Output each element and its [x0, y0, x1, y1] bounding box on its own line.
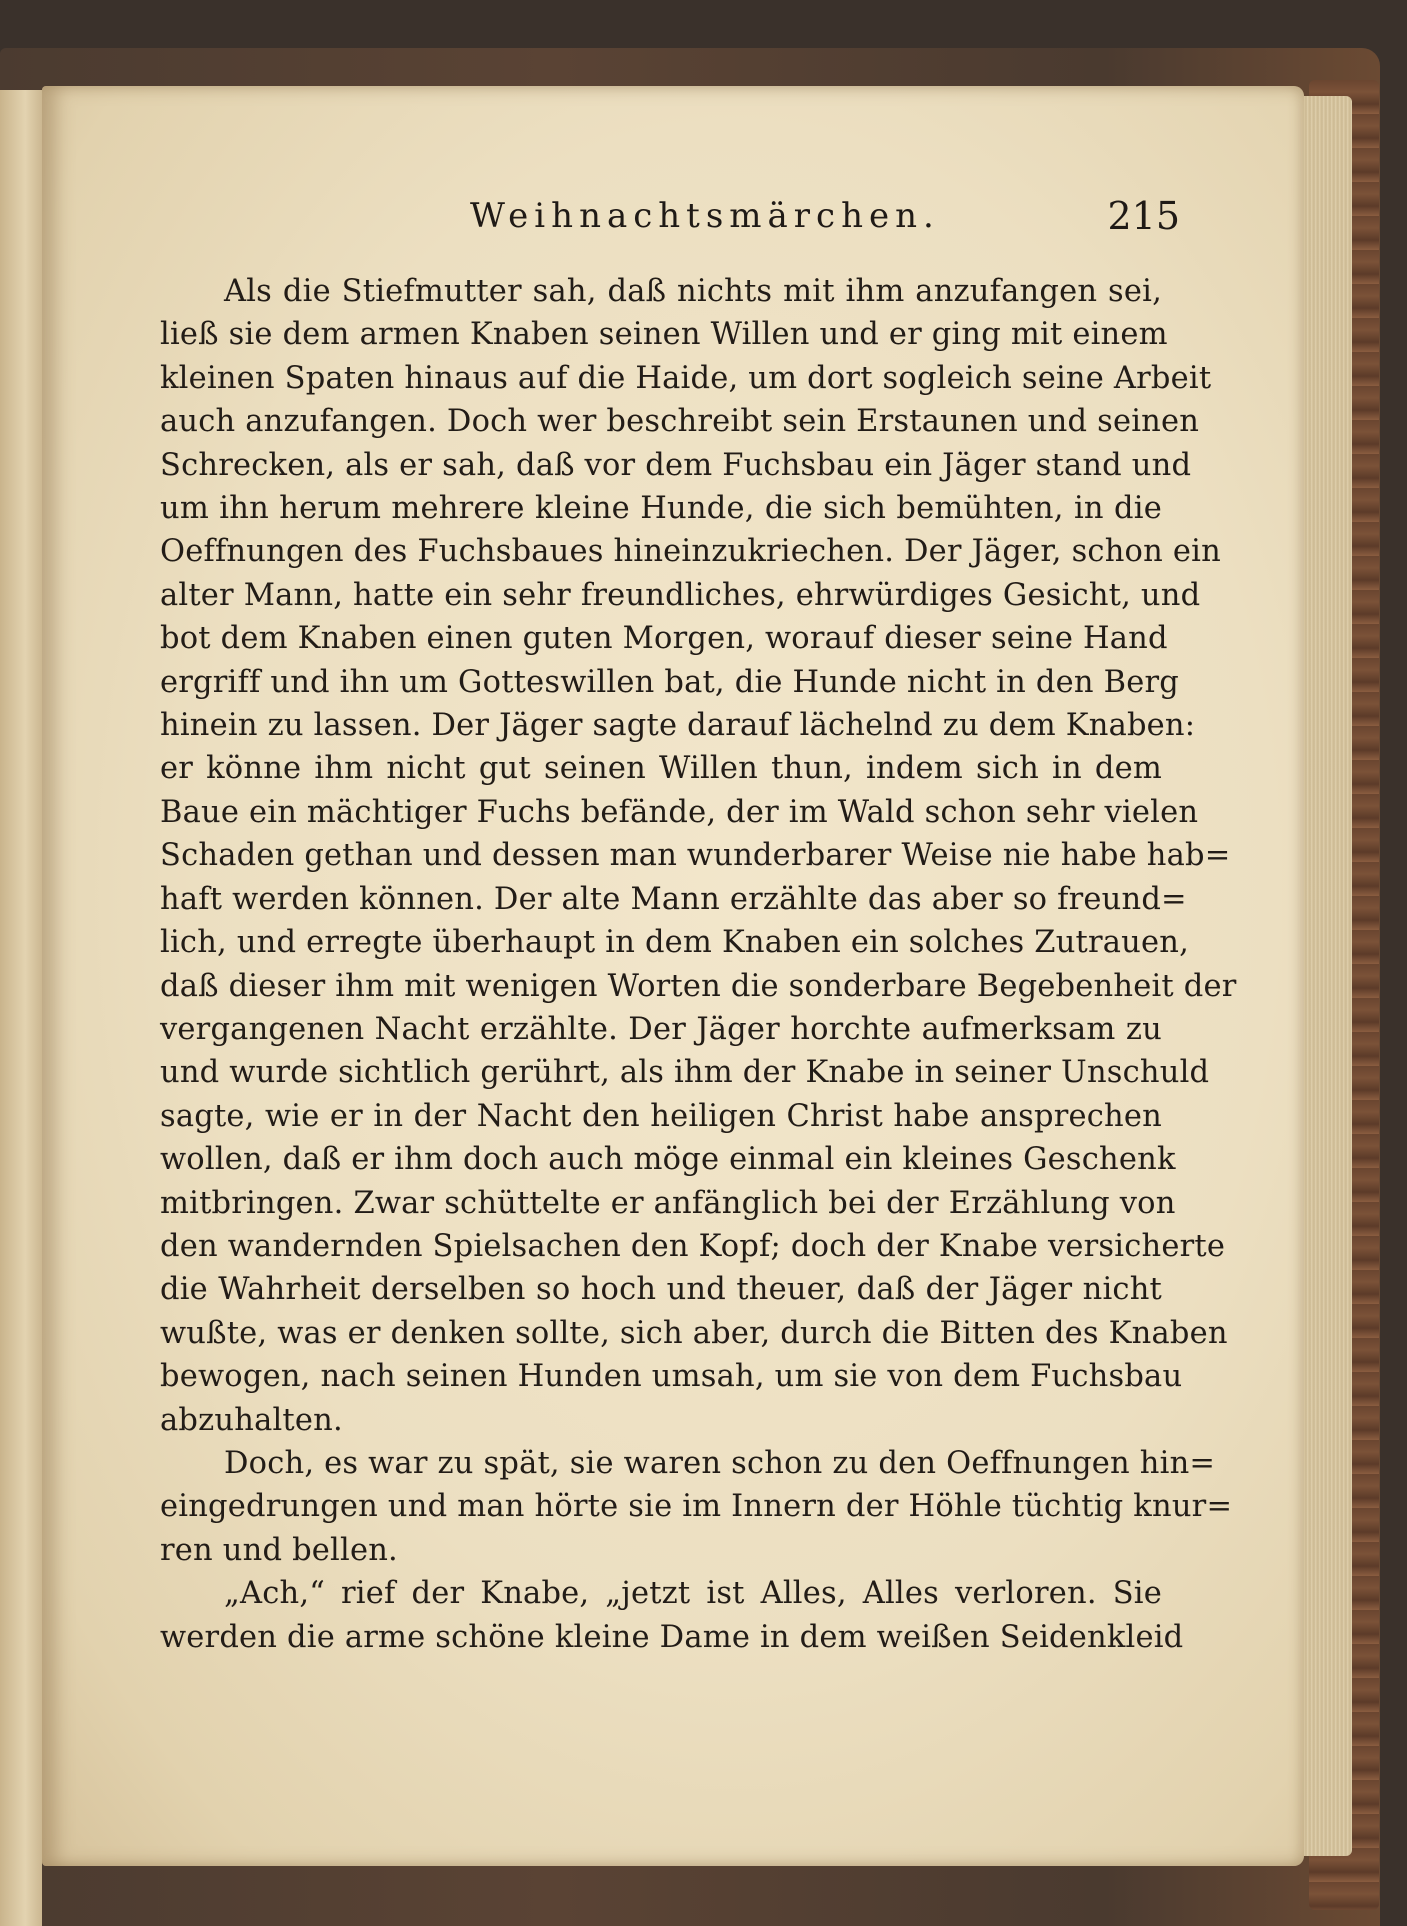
text-line: bot dem Knaben einen guten Morgen, worauf dieser seine Hand [160, 621, 1168, 657]
text-line: die Wahrheit derselben so hoch und theuer, daß der Jäger nicht [160, 1272, 1162, 1308]
text-line: Schrecken, als er sah, daß vor dem Fuchsbau ein Jäger stand und [160, 447, 1192, 483]
text-line: „Ach,“ rief der Knabe, „jetzt ist Alles, Alles verloren. Sie [224, 1576, 1162, 1612]
text-line: wußte, was er denken sollte, sich aber, durch die Bitten des Knaben [160, 1315, 1228, 1351]
text-line: werden die arme schöne kleine Dame in dem weißen Seidenkleid [160, 1619, 1184, 1655]
text-line: um ihn herum mehrere kleine Hunde, die sich bemühten, in die [160, 491, 1162, 527]
text-line: wollen, daß er ihm doch auch möge einmal ein kleines Geschenk [160, 1142, 1176, 1178]
left-page-edge [0, 90, 42, 1926]
text-line: er könne ihm nicht gut seinen Willen thun, indem sich in dem [160, 751, 1162, 787]
page-stack-edge [1296, 96, 1352, 1856]
text-line: kleinen Spaten hinaus auf die Haide, um dort sogleich seine Arbeit [160, 360, 1212, 396]
text-line: und wurde sichtlich gerührt, als ihm der Knabe in seiner Unschuld [160, 1055, 1210, 1091]
text-line: alter Mann, hatte ein sehr freundliches, ehrwürdiges Gesicht, und [160, 577, 1201, 613]
text-line: vergangenen Nacht erzählte. Der Jäger horchte aufmerksam zu [160, 1011, 1162, 1047]
text-line: Oeffnungen des Fuchsbaues hineinzukriechen. Der Jäger, schon ein [160, 534, 1221, 570]
text-line: auch anzufangen. Doch wer beschreibt sein Erstaunen und seinen [160, 404, 1200, 440]
text-line: Als die Stiefmutter sah, daß nichts mit ihm anzufangen sei, [224, 274, 1162, 309]
text-line: den wandernden Spielsachen den Kopf; doch der Knabe versicherte [160, 1228, 1226, 1264]
paragraph-3 [160, 1572, 1184, 1659]
text-line: bewogen, nach seinen Hunden umsah, um sie von dem Fuchsbau [160, 1359, 1183, 1395]
text-line: haft werden können. Der alte Mann erzählte das aber so freund= [160, 881, 1187, 917]
text-line: lich, und erregte überhaupt in dem Knaben ein solches Zutrauen, [160, 925, 1189, 961]
text-line: ergriff und ihn um Gotteswillen bat, die Hunde nicht in den Berg [160, 664, 1179, 700]
text-line: hinein zu lassen. Der Jäger sagte darauf lächelnd zu dem Knaben: [160, 708, 1196, 744]
text-line: Schaden gethan und dessen man wunderbarer Weise nie habe hab= [160, 838, 1231, 874]
running-head: Weihnachtsmärchen. [470, 196, 940, 236]
text-line: daß dieser ihm mit wenigen Worten die sonderbare Begebenheit der [160, 968, 1237, 1004]
text-line: Baue ein mächtiger Fuchs befände, der im Wald schon sehr vielen [160, 794, 1199, 830]
text-line: abzuhalten. [160, 1402, 343, 1438]
text-line: sagte, wie er in der Nacht den heiligen Christ habe ansprechen [160, 1098, 1162, 1134]
paragraph-1 [160, 270, 1237, 1442]
text-line: ren und bellen. [160, 1532, 398, 1568]
body-text [160, 270, 1237, 1659]
text-line: ließ sie dem armen Knaben seinen Willen und er ging mit einem [160, 317, 1168, 353]
text-line: mitbringen. Zwar schüttelte er anfänglich bei der Erzählung von [160, 1185, 1176, 1221]
text-line: eingedrungen und man hörte sie im Innern der Höhle tüchtig knur= [160, 1489, 1233, 1525]
text-line: Doch, es war zu spät, sie waren schon zu den Oeffnungen hin= [224, 1445, 1216, 1481]
paragraph-2 [160, 1442, 1233, 1572]
page-number: 215 [1107, 194, 1180, 238]
